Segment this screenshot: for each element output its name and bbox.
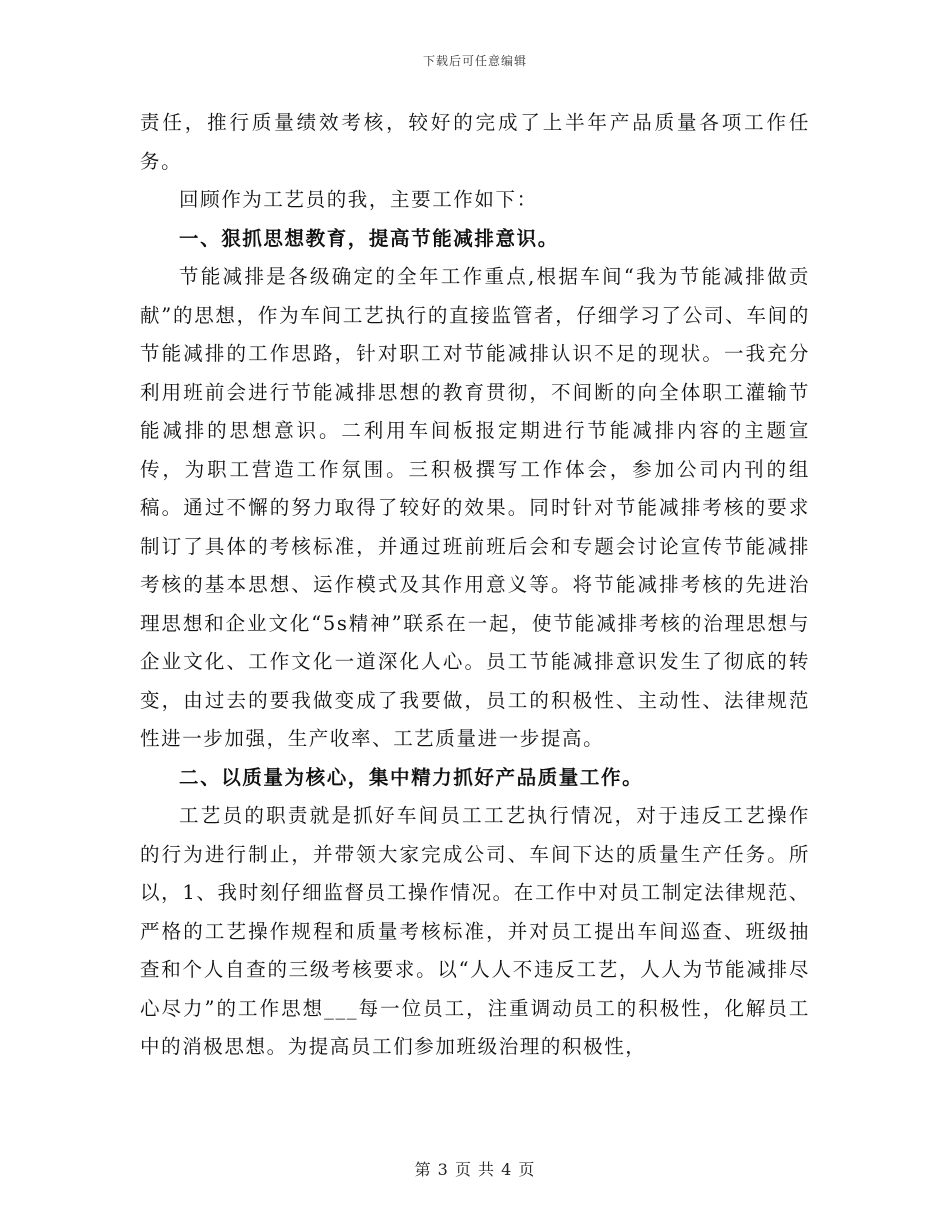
page-number: 第 3 页 共 4 页 [414, 1160, 536, 1179]
paragraph-continuation: 责任，推行质量绩效考核，较好的完成了上半年产品质量各项工作任务。 [140, 111, 810, 173]
page-header-note: 下载后可任意编辑 [422, 54, 527, 68]
paragraph-section-1: 节能减排是各级确定的全年工作重点,根据车间“我为节能减排做贡献”的思想，作为车间工艺执行的直接监管者，仔细学习了公司、车间的节能减排的工作思路，针对职工对节能减排认识不足的现状。一我充分利用班前会进行节能减排思想的教育贯彻，不间断的向全体职工灌输节能减排的思想意识。二利用车间板报定期进行节能减排内容的主题宣传，为职工营造工作氛围。三积极撰写工作体会，参加公司内刊的组稿。通过不懈的努力取得了较好的效果。同时针对节能减排考核的要求制订了具体的考核标准，并通过班前班后会和专题会讨论宣传节能减排考核的基本思想、运作模式及其作用意义等。将节能减排考核的先进治理思想和企业文化“5s精神”联系在一起，使节能减排考核的治理思想与企业文化、工作文化一道深化人心。员工节能减排意识发生了彻底的转变，由过去的要我做变成了我要做，员工的积极性、主动性、法律规范性进一步加强，生产收率、工艺质量进一步提高。 [140, 265, 810, 750]
section-heading-1: 一、狠抓思想教育，提高节能减排意识。 [179, 226, 559, 250]
section-heading-2: 二、以质量为核心，集中精力抓好产品质量工作。 [179, 765, 644, 789]
paragraph-section-2: 工艺员的职责就是抓好车间员工工艺执行情况，对于违反工艺操作的行为进行制止，并带领大家完成公司、车间下达的质量生产任务。所以，1、我时刻仔细监督员工操作情况。在工作中对员工制定法律规范、严格的工艺操作规程和质量考核标准，并对员工提出车间巡查、班级抽查和个人自查的三级考核要求。以“人人不违反工艺，人人为节能减排尽心尽力”的工作思想___每一位员工，注重调动员工的积极性，化解员工中的消极思想。为提高员工们参加班级治理的积极性， [140, 804, 810, 1058]
document-body [140, 104, 810, 1067]
paragraph-intro: 回顾作为工艺员的我，主要工作如下： [179, 188, 538, 211]
